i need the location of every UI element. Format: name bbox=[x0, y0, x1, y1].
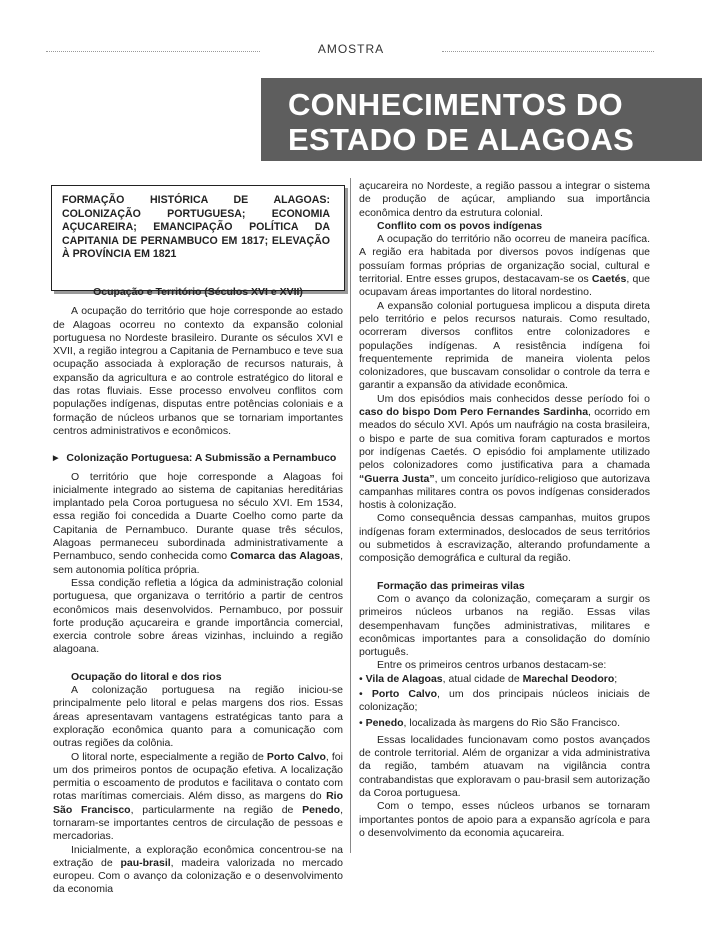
triangle-bullet-icon: ▶ bbox=[53, 455, 59, 463]
paragraph: Com o avanço da colonização, começaram a surgir os primeiros núcleos urbanos na região. Essas vilas desempenhavam funções administrativas, militares e econômicas importantes para a consolidação do domínio português. bbox=[359, 592, 650, 659]
paragraph: A colonização portuguesa na região iniciou-se principalmente pelo litoral e pelas margens dos rios. Essas áreas apresentavam vantagens estratégicas tanto para a exploração econômica quanto para a comunicação com outras regiões da colônia. bbox=[53, 684, 343, 750]
right-column bbox=[359, 180, 650, 840]
left-column bbox=[53, 286, 343, 897]
paragraph: Como consequência dessas campanhas, muitos grupos indígenas foram exterminados, deslocados de seus territórios ou submetidos à escravização, alterando profundamente a composição demográfica e cultural da região. bbox=[359, 512, 650, 565]
paragraph: Entre os primeiros centros urbanos destacam-se: bbox=[377, 659, 607, 672]
list-item: • Penedo, localizada às margens do Rio São Francisco. bbox=[359, 716, 621, 729]
subheading: Conflito com os povos indígenas bbox=[377, 219, 543, 232]
list-item: • Vila de Alagoas, atual cidade de Marechal Deodoro; bbox=[359, 672, 618, 685]
paragraph: Essa condição refletia a lógica da administração colonial portuguesa, que organizava o território a partir de centros econômicos mais desenvolvidos. Pernambuco, por possuir forte produção açucareira e grande importância comercial, exercia controle sobre áreas vizinhas, incluindo a região alagoana. bbox=[53, 576, 343, 656]
topic-box-text: FORMAÇÃO HISTÓRICA DE ALAGOAS: COLONIZAÇÃO PORTUGUESA; ECONOMIA AÇUCAREIRA; EMANCIPAÇÃO POLÍTICA DA CAPITANIA DE PERNAMBUCO EM 1817; ELEVAÇÃO À PROVÍNCIA EM 1821 bbox=[62, 194, 330, 260]
subsection-heading bbox=[53, 452, 343, 465]
paragraph: O território que hoje corresponde a Alagoas foi inicialmente integrado ao sistema de capitanias hereditárias implantado pela Coroa portuguesa no século XVI. Em 1534, essa região foi concedida a Duarte Coelho como parte da Capitania de Pernambuco. Durante quase três séculos, Alagoas permaneceu subordinada administrativamente a Pernambuco, sendo conhecida como Comarca das Alagoas, sem autonomia política própria. bbox=[53, 470, 343, 576]
page-title-line1: CONHECIMENTOS DO bbox=[288, 87, 623, 122]
header-rule-right bbox=[442, 51, 654, 52]
paragraph: A expansão colonial portuguesa implicou a disputa direta pelo território e pelos recursos naturais. Como resultado, ocorreram diversos conflitos entre colonizadores e populações indígenas. A resistência indígena foi frequentemente reprimida de maneira violenta pelos colonizadores, que buscavam consolidar o controle da terra e garantir a expansão da atividade econômica. bbox=[359, 299, 650, 392]
subsection-heading-text: Colonização Portuguesa: A Submissão a Pernambuco bbox=[66, 452, 337, 465]
paragraph: Com o tempo, esses núcleos urbanos se tornaram importantes pontos de apoio para a expansão agrícola e para o desenvolvimento da economia açucareira. bbox=[359, 800, 650, 839]
paragraph: Essas localidades funcionavam como postos avançados de controle territorial. Além de organizar a vida administrativa da região, também atuavam na vigilância contra contrabandistas que exploravam o pau-brasil sem autorização da Coroa portuguesa. bbox=[359, 733, 650, 800]
paragraph: Inicialmente, a exploração econômica concentrou-se na extração de pau-brasil, madeira valorizada no mercado europeu. Com o avanço da colonização e o desenvolvimento da economia bbox=[53, 843, 343, 896]
paragraph: açucareira no Nordeste, a região passou a integrar o sistema de produção de açúcar, ampliando sua importância econômica dentro da estrutura colonial. bbox=[359, 180, 650, 219]
list-item: • Porto Calvo, um dos principais núcleos iniciais de colonização; bbox=[359, 687, 651, 714]
header-rule-left bbox=[46, 51, 260, 52]
page-title bbox=[288, 87, 688, 157]
column-divider bbox=[350, 178, 351, 853]
paragraph: A ocupação do território que hoje corresponde ao estado de Alagoas ocorreu no contexto da expansão colonial portuguesa no Nordeste brasileiro. Durante os séculos XVI e XVII, a região integrou a Capitania de Pernambuco e teve sua ocupação associada à exploração de recursos naturais, à expansão da agricultura e ao controle estratégico do litoral e das rotas fluviais. Esse processo envolveu conflitos com populações indígenas, disputas entre potências coloniais e a formação de núcleos urbanos que se tornariam importantes centros administrativos e econômicos. bbox=[53, 305, 343, 437]
paragraph: A ocupação do território não ocorreu de maneira pacífica. A região era habitada por diversos povos indígenas que possuíam formas próprias de organização social, cultural e territorial. Entre esses grupos, destacavam-se os Caetés, que ocupavam áreas importantes do litoral nordestino. bbox=[359, 233, 650, 299]
page-title-line2: ESTADO DE ALAGOAS bbox=[288, 122, 635, 157]
header-label: AMOSTRA bbox=[317, 42, 385, 56]
paragraph: Um dos episódios mais conhecidos desse período foi o caso do bispo Dom Pero Fernandes Sardinha, ocorrido em meados do século XVI. Após um naufrágio na costa brasileira, o bispo e parte de sua comitiva foram capturados e mortos por indígenas Caetés. O episódio foi amplamente utilizado pelos colonizadores como justificativa para a chamada “Guerra Justa”, um conceito jurídico-religioso que autorizava campanhas militares contra os povos indígenas considerados hostis à colonização. bbox=[359, 392, 651, 512]
section-title: Ocupação e Território (Séculos XVI e XVII) bbox=[93, 286, 303, 298]
paragraph: O litoral norte, especialmente a região de Porto Calvo, foi um dos primeiros pontos de ocupação efetiva. A localização permitia o escoamento de produtos e facilitava o contato com rotas marítimas comerciais. Além disso, as margens do Rio São Francisco, particularmente na região de Penedo, tornaram-se importantes centros de circulação de pessoas e mercadorias. bbox=[53, 750, 343, 843]
subheading: Formação das primeiras vilas bbox=[377, 579, 525, 592]
subheading: Ocupação do litoral e dos rios bbox=[71, 670, 222, 683]
